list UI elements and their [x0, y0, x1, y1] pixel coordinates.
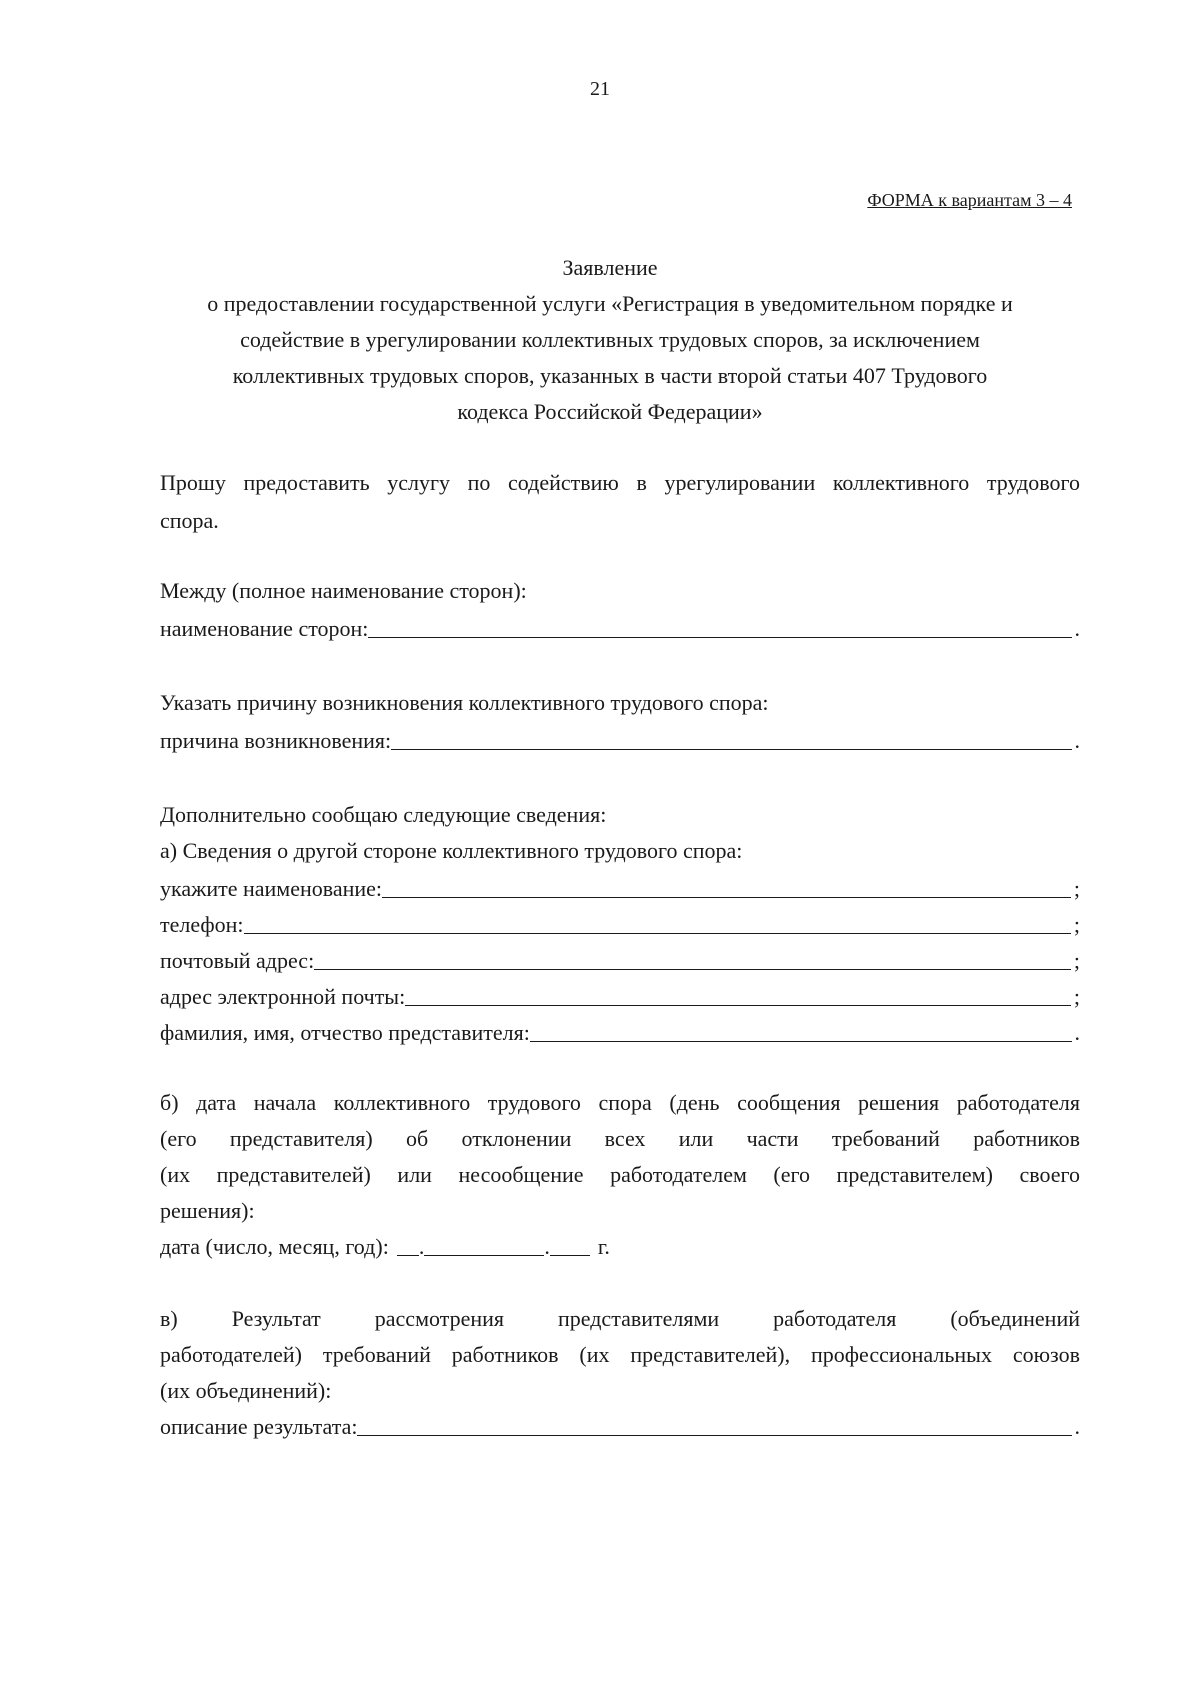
section-b-line: б) дата начала коллективного трудового спора (день сообщения решения работодателя	[160, 1090, 1080, 1115]
phone-input-line[interactable]	[244, 911, 1071, 934]
postal-address-field[interactable]	[160, 944, 1080, 974]
parties-field[interactable]	[160, 612, 1080, 642]
document-title	[150, 250, 1070, 430]
other-party-name-field[interactable]	[160, 872, 1080, 902]
month-input-line[interactable]	[424, 1235, 544, 1256]
field-terminator: .	[1074, 1414, 1080, 1439]
title-line: содействие в урегулировании коллективных трудовых споров, за исключением	[240, 327, 980, 352]
representative-name-field[interactable]	[160, 1016, 1080, 1046]
year-input-line[interactable]	[550, 1235, 590, 1256]
field-terminator: .	[1074, 728, 1080, 753]
parties-field-label: наименование сторон:	[160, 616, 369, 641]
result-description-field[interactable]	[160, 1410, 1080, 1440]
year-suffix: г.	[597, 1234, 610, 1259]
field-label: укажите наименование:	[160, 876, 383, 901]
date-separator: .	[544, 1234, 550, 1259]
field-terminator: ;	[1073, 948, 1080, 973]
parties-input-line[interactable]	[368, 615, 1071, 638]
additional-heading: Дополнительно сообщаю следующие сведения:	[160, 802, 607, 827]
representative-name-input-line[interactable]	[530, 1019, 1072, 1042]
section-b-line: (его представителя) об отклонении всех или части требований работников	[160, 1126, 1080, 1151]
email-input-line[interactable]	[405, 983, 1071, 1006]
field-terminator: ;	[1073, 912, 1080, 937]
date-separator: .	[418, 1234, 425, 1259]
title-line: о предоставлении государственной услуги «Регистрация в уведомительном порядке и	[207, 291, 1013, 316]
result-description-input-line[interactable]	[357, 1413, 1071, 1436]
phone-field[interactable]	[160, 908, 1080, 938]
section-a-heading: а) Сведения о другой стороне коллективного трудового спора:	[160, 838, 743, 863]
reason-field[interactable]	[160, 724, 1080, 754]
title-line: кодекса Российской Федерации»	[457, 399, 763, 424]
field-terminator: ;	[1073, 876, 1080, 901]
section-b-line: (их представителей) или несообщение работодателем (его представителем) своего	[160, 1162, 1080, 1187]
start-date-field[interactable]	[160, 1230, 610, 1260]
field-terminator: .	[1074, 616, 1080, 641]
field-label: почтовый адрес:	[160, 948, 315, 973]
parties-heading: Между (полное наименование сторон):	[160, 578, 527, 603]
field-label: адрес электронной почты:	[160, 984, 406, 1009]
request-text-line: спора.	[160, 508, 219, 533]
reason-heading: Указать причину возникновения коллективного трудового спора:	[160, 690, 769, 715]
reason-field-label: причина возникновения:	[160, 728, 392, 753]
title-line: коллективных трудовых споров, указанных в части второй статьи 407 Трудового	[232, 363, 988, 388]
form-reference: ФОРМА к вариантам 3 – 4	[867, 190, 1072, 210]
section-c-line: (их объединений):	[160, 1378, 332, 1403]
date-label: дата (число, месяц, год):	[160, 1234, 389, 1259]
postal-address-input-line[interactable]	[314, 947, 1071, 970]
page-number: 21	[590, 78, 610, 100]
field-terminator: .	[1074, 1020, 1080, 1045]
section-c-line: в) Результат рассмотрения представителями работодателя (объединений	[160, 1306, 1080, 1331]
email-field[interactable]	[160, 980, 1080, 1010]
field-terminator: ;	[1073, 984, 1080, 1009]
field-label: описание результата:	[160, 1414, 358, 1439]
day-input-line[interactable]	[397, 1235, 419, 1256]
section-b-line: решения):	[160, 1198, 255, 1223]
request-text-line: Прошу предоставить услугу по содействию в урегулировании коллективного трудового	[160, 470, 1080, 495]
field-label: телефон:	[160, 912, 244, 937]
reason-input-line[interactable]	[391, 727, 1071, 750]
field-label: фамилия, имя, отчество представителя:	[160, 1020, 530, 1045]
other-party-name-input-line[interactable]	[382, 875, 1071, 898]
title-heading: Заявление	[562, 255, 658, 280]
section-c-line: работодателей) требований работников (их представителей), профессиональных союзов	[160, 1342, 1080, 1367]
